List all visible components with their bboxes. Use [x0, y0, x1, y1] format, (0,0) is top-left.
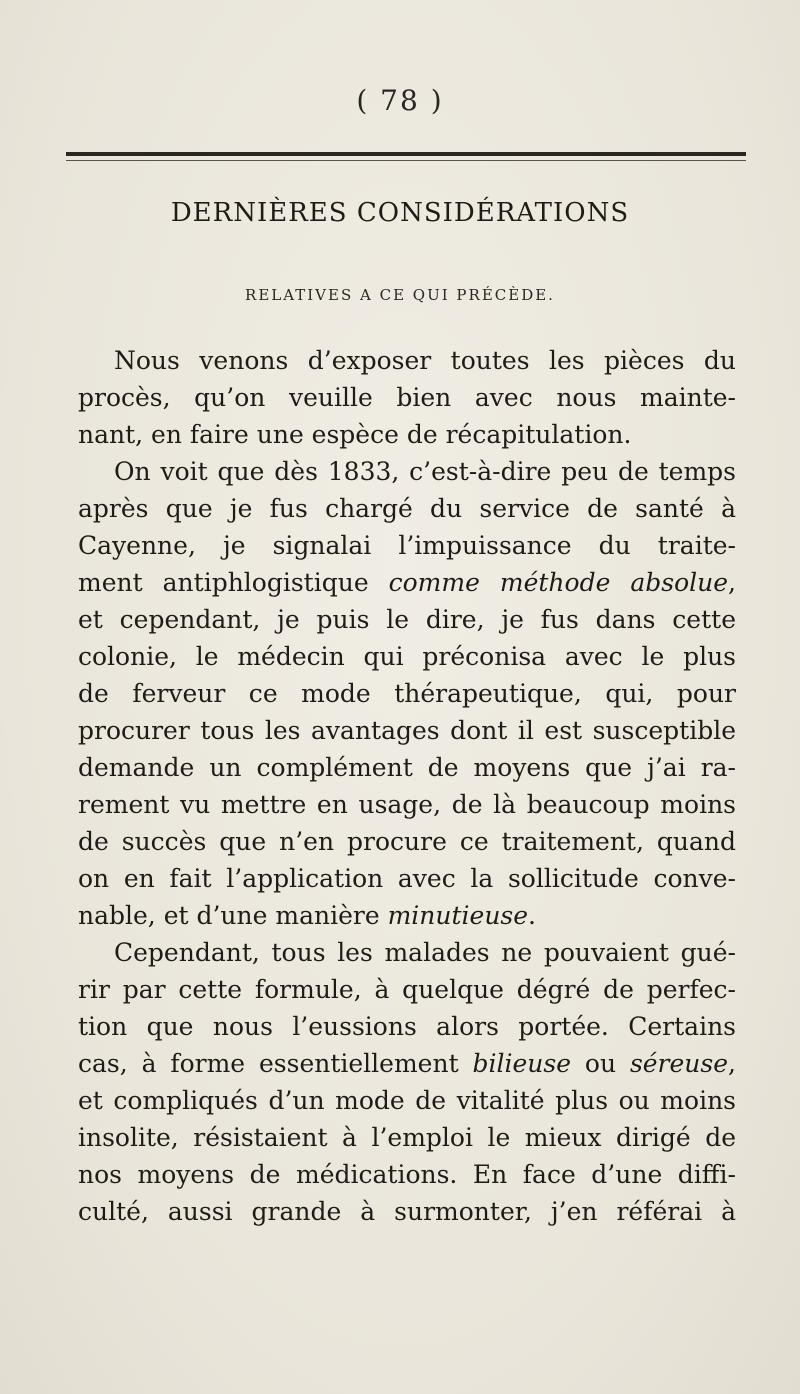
text-line: nant, en faire une espèce de récapitulation.: [78, 420, 632, 449]
section-title: DERNIÈRES CONSIDÉRATIONS: [170, 198, 630, 228]
text-line: Nous venons d’exposer toutes les pièces du: [114, 346, 736, 375]
text-line: après que je fus chargé du service de santé à: [78, 494, 736, 523]
text-line: tion que nous l’eussions alors portée. Certains: [78, 1012, 736, 1041]
text-line: de ferveur ce mode thérapeutique, qui, pour: [78, 679, 736, 708]
header-rule: [66, 152, 746, 156]
text-line: procès, qu’on veuille bien avec nous mainte-: [78, 383, 736, 412]
page-number: ( 78 ): [356, 84, 444, 117]
text-line: rir par cette formule, à quelque dégré de perfec-: [78, 975, 736, 1004]
text-line: nos moyens de médications. En face d’une diffi-: [78, 1160, 736, 1189]
text-line: Cayenne, je signalai l’impuissance du traite-: [78, 531, 736, 560]
text-line: et compliqués d’un mode de vitalité plus ou moins: [78, 1086, 736, 1115]
text-line: ment antiphlogistique comme méthode absolue,: [78, 568, 736, 597]
section-subtitle: RELATIVES A CE QUI PRÉCÈDE.: [245, 286, 555, 304]
text-line: et cependant, je puis le dire, je fus dans cette: [78, 605, 736, 634]
text-line: culté, aussi grande à surmonter, j’en référai à: [78, 1197, 736, 1226]
text-line: rement vu mettre en usage, de là beaucoup moins: [78, 790, 736, 819]
text-line: colonie, le médecin qui préconisa avec le plus: [78, 642, 736, 671]
text-line: cas, à forme essentiellement bilieuse ou séreuse,: [78, 1049, 736, 1078]
header-rule-thin: [66, 160, 746, 161]
text-line: nable, et d’une manière minutieuse.: [78, 901, 536, 930]
body-text: [78, 342, 736, 1230]
text-line: on en fait l’application avec la sollicitude conve-: [78, 864, 736, 893]
text-line: procurer tous les avantages dont il est susceptible: [78, 716, 736, 745]
text-line: insolite, résistaient à l’emploi le mieux dirigé de: [78, 1123, 736, 1152]
text-line: de succès que n’en procure ce traitement, quand: [78, 827, 736, 856]
text-line: Cependant, tous les malades ne pouvaient gué-: [114, 938, 736, 967]
text-line: On voit que dès 1833, c’est-à-dire peu de temps: [114, 457, 736, 486]
text-line: demande un complément de moyens que j’ai ra-: [78, 753, 736, 782]
